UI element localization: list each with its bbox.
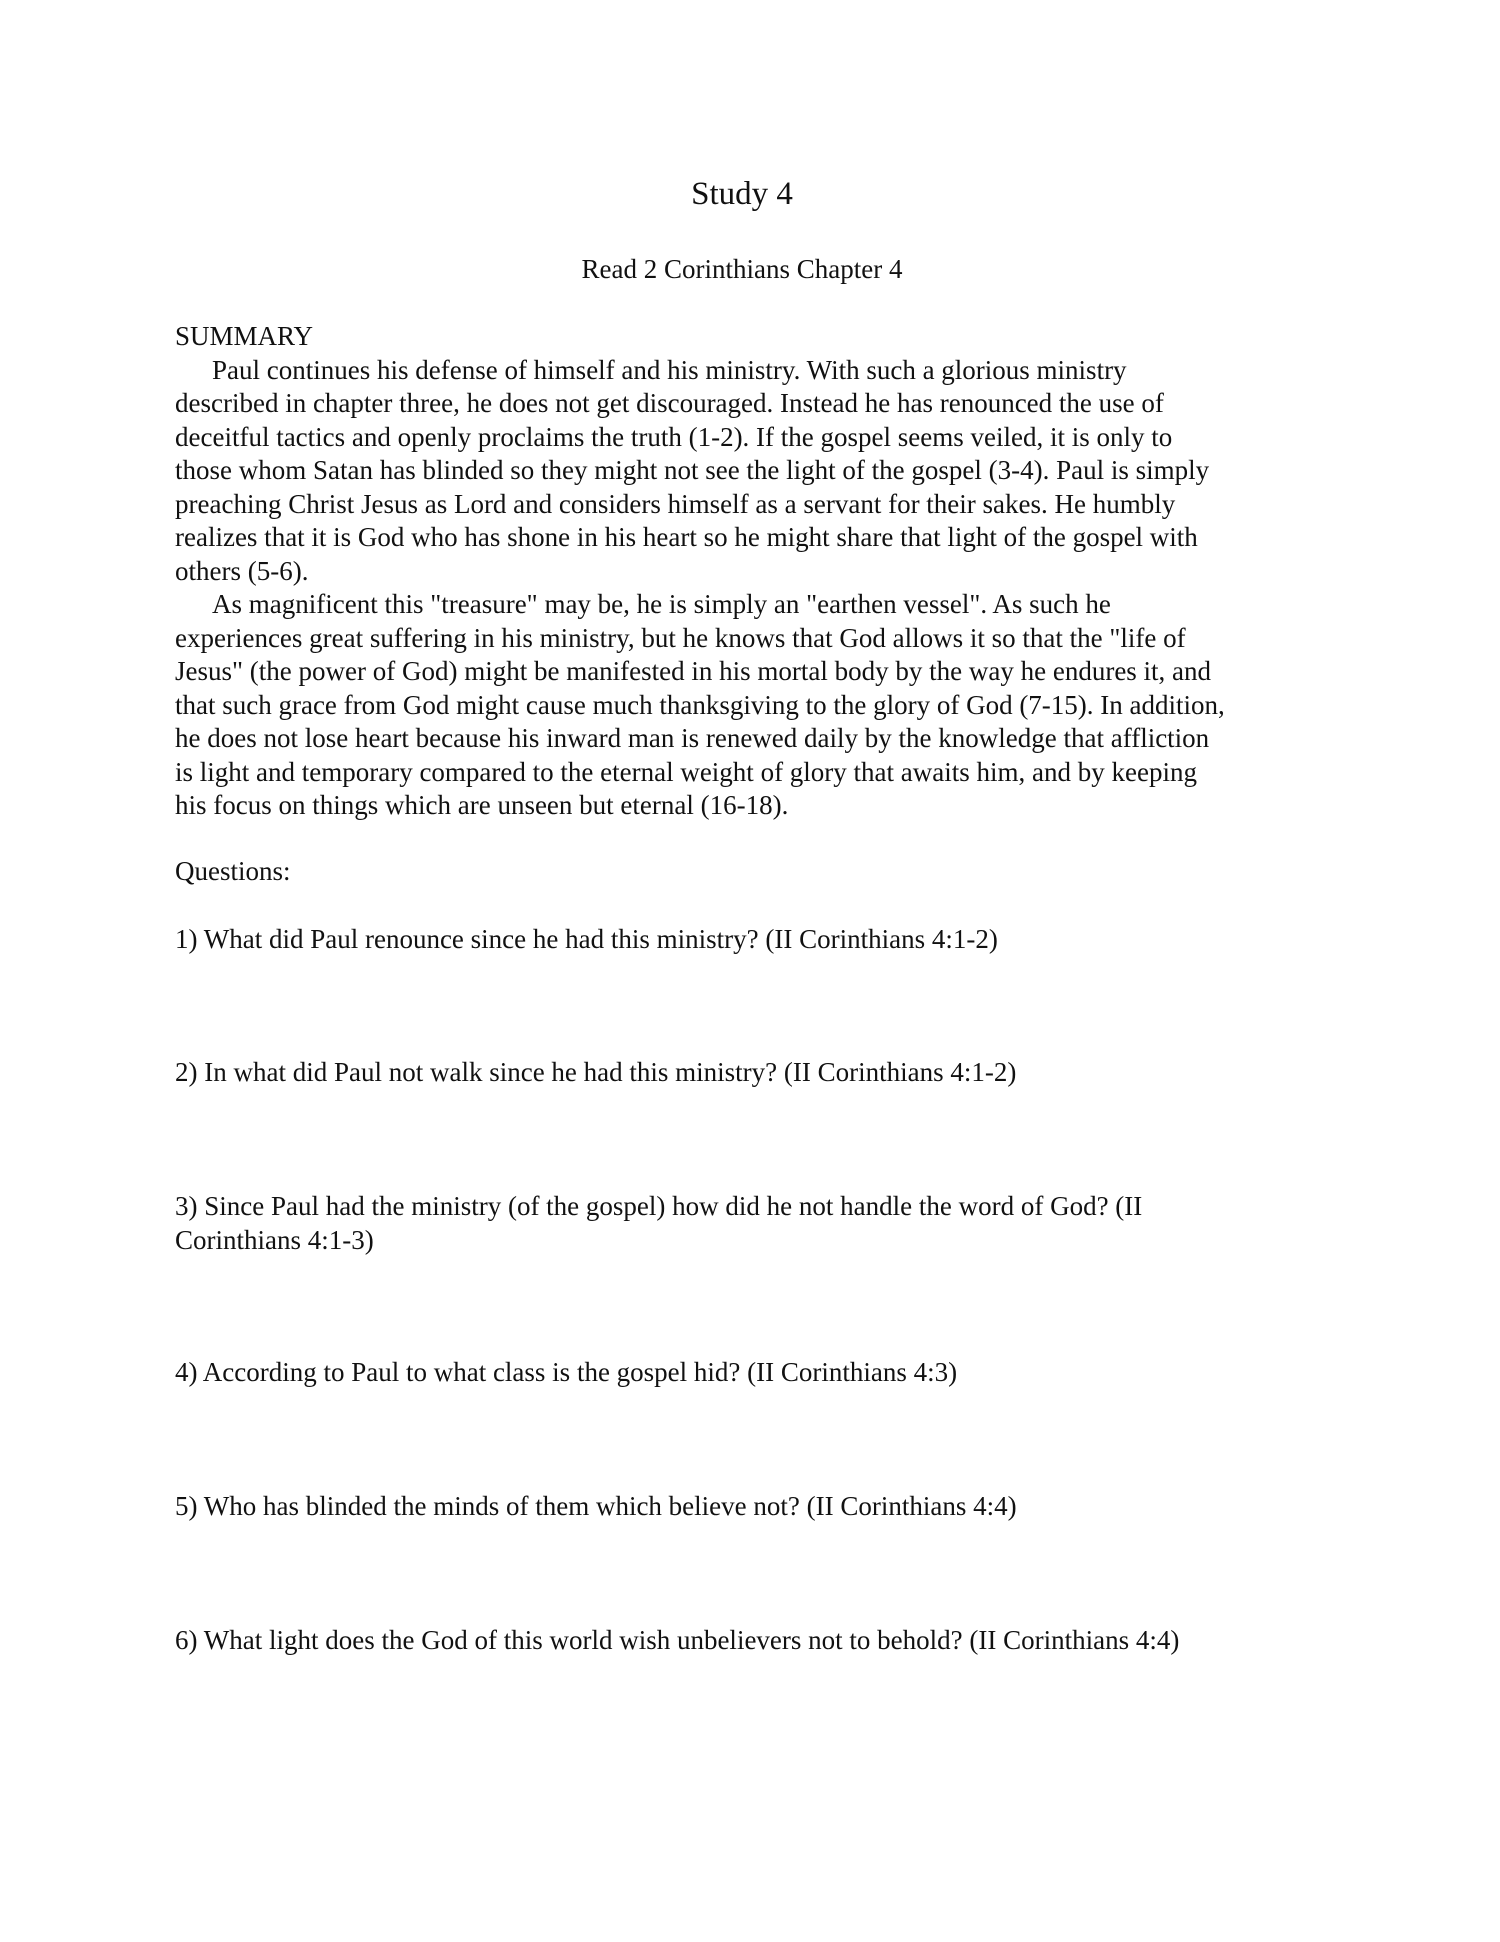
summary-line: that such grace from God might cause much thanksgiving to the glory of God (7-15). In addition, (175, 689, 1225, 720)
summary-section (175, 320, 1335, 823)
question-3 (175, 1190, 1335, 1257)
question-text: 1) What did Paul renounce since he had this ministry? (II Corinthians 4:1-2) (175, 924, 998, 954)
summary-line: experiences great suffering in his ministry, but he knows that God allows it so that the "life of (175, 622, 1186, 653)
summary-line: those whom Satan has blinded so they might not see the light of the gospel (3-4). Paul is simply (175, 455, 1210, 485)
question-4 (175, 1356, 1335, 1390)
question-1 (175, 923, 1335, 957)
summary-line: his focus on things which are unseen but eternal (16-18). (175, 790, 789, 820)
summary-line: Jesus" (the power of God) might be manifested in his mortal body by the way he endures it, and (175, 656, 1212, 686)
document-subtitle: Read 2 Corinthians Chapter 4 (581, 254, 903, 284)
document-title: Study 4 (691, 176, 793, 212)
summary-paragraph (175, 588, 1335, 823)
question-text: 5) Who has blinded the minds of them which believe not? (II Corinthians 4:4) (175, 1491, 1017, 1521)
question-text: 6) What light does the God of this world wish unbelievers not to behold? (II Corinthians 4:4) (175, 1625, 1180, 1655)
question-text: 2) In what did Paul not walk since he had this ministry? (II Corinthians 4:1-2) (175, 1057, 1017, 1087)
summary-line: others (5-6). (175, 555, 309, 586)
summary-line: preaching Christ Jesus as Lord and considers himself as a servant for their sakes. He humbly (175, 488, 1176, 519)
questions-heading: Questions: (175, 856, 291, 886)
summary-heading: SUMMARY (175, 321, 314, 351)
question-text: 3) Since Paul had the ministry (of the gospel) how did he not handle the word of God? (II (175, 1191, 1143, 1221)
question-2 (175, 1056, 1335, 1090)
summary-paragraph (175, 354, 1335, 589)
summary-line: is light and temporary compared to the eternal weight of glory that awaits him, and by keeping (175, 756, 1197, 787)
summary-line: deceitful tactics and openly proclaims the truth (1-2). If the gospel seems veiled, it is only to (175, 421, 1173, 452)
question-text: 4) According to Paul to what class is the gospel hid? (II Corinthians 4:3) (175, 1357, 958, 1387)
summary-line: As magnificent this "treasure" may be, he is simply an "earthen vessel". As such he (212, 589, 1111, 619)
summary-line: realizes that it is God who has shone in his heart so he might share that light of the gospel with (175, 522, 1198, 552)
summary-line: he does not lose heart because his inward man is renewed daily by the knowledge that affliction (175, 723, 1210, 753)
summary-line: Paul continues his defense of himself and his ministry. With such a glorious ministry (212, 354, 1127, 385)
question-6 (175, 1624, 1335, 1658)
question-text: Corinthians 4:1-3) (175, 1224, 374, 1255)
summary-line: described in chapter three, he does not get discouraged. Instead he has renounced the use of (175, 388, 1164, 418)
question-5 (175, 1490, 1335, 1524)
